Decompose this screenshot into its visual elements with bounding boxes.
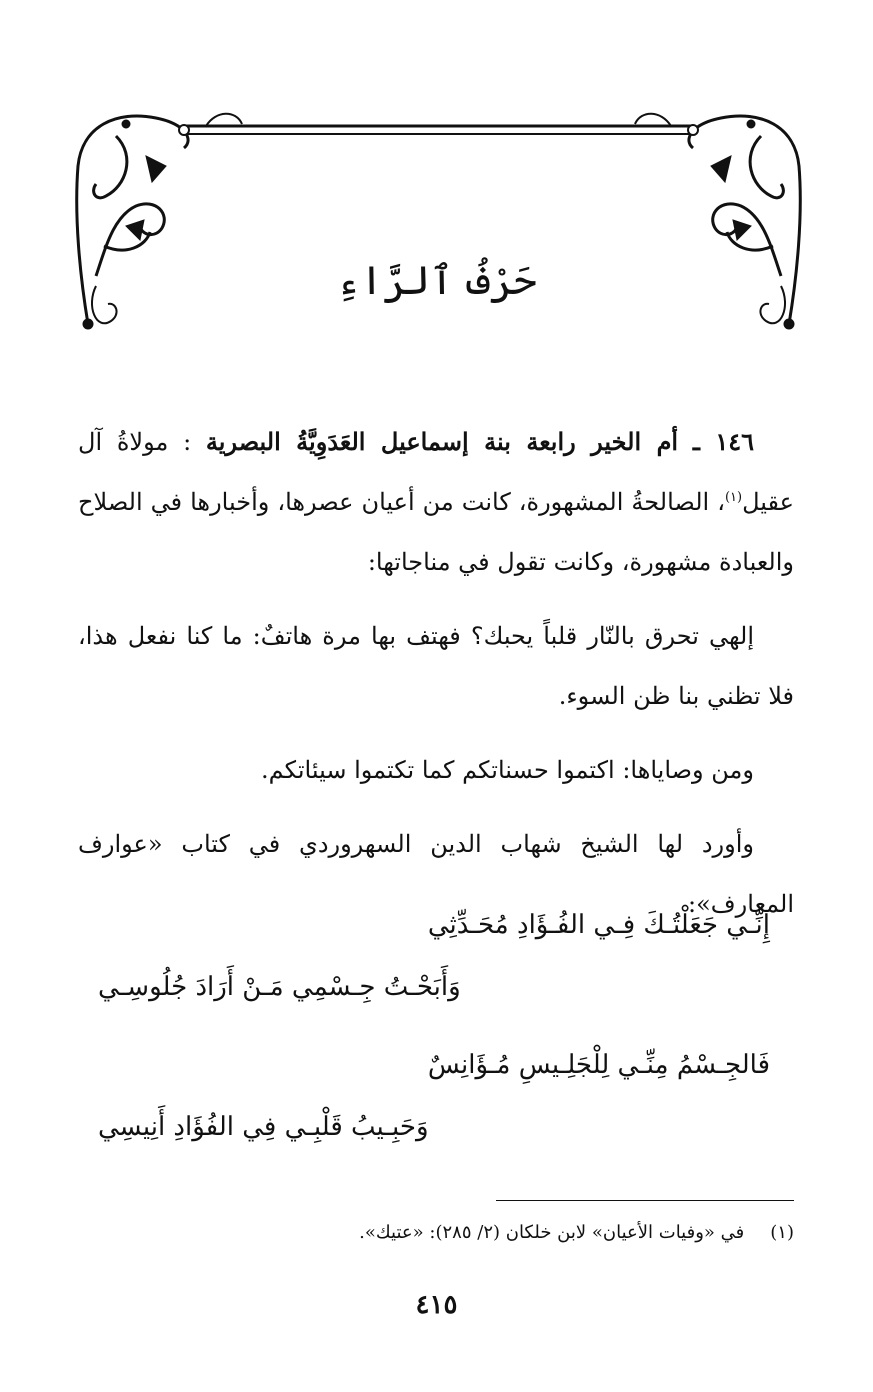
- footnote-text: في «وفيات الأعيان» لابن خلكان (٢/ ٢٨٥): «عتيك».: [359, 1222, 745, 1243]
- entry-paragraph-4: وأورد لها الشيخ شهاب الدين السهروردي في كتاب «عوارف المعارف»:: [78, 830, 794, 918]
- entry-name: أم الخير رابعة بنة إسماعيل العَدَوِيَّةُ البصرية: [205, 427, 679, 456]
- entry-intro-b: ، الصالحةُ المشهورة، كانت من أعيان عصرها، وأخبارها في الصلاح والعبادة مشهورة، وكانت تقول في مناجاتها:: [78, 488, 794, 576]
- poem-verse: [78, 1040, 794, 1180]
- footnote-separator: [496, 1200, 794, 1201]
- entry-paragraph-2: إلهي تحرق بالنّار قلباً يحبك؟ فهتف بها مرة هاتفٌ: ما كنا نفعل هذا، فلا تظني بنا ظن السوء.: [78, 622, 794, 710]
- verse-first-hemistich: فَالجِـسْمُ مِنِّـي لِلْجَلِـيسِ مُـؤَانِسٌ: [427, 1050, 770, 1080]
- verse-second-hemistich: وَأَبَحْـتُ جِـسْمِي مَـنْ أَرَادَ جُلُوسِـي: [98, 972, 461, 1002]
- chapter-title: حَرْفُ ٱلرَّاءِ: [336, 258, 537, 304]
- poem-verse: [78, 900, 794, 1040]
- entry-body: [78, 412, 794, 948]
- entry-intro-a: : مولاةُ آل عقيل: [78, 428, 794, 516]
- footnote-marker: (١): [770, 1222, 794, 1243]
- verse-first-hemistich: إِنِّـي جَعَلْتُـكَ فِـي الفُـؤَادِ مُحَـدِّثِي: [427, 910, 770, 940]
- page-number: ٤١٥: [415, 1290, 458, 1320]
- entry-paragraph-3: ومن وصاياها: اكتموا حسناتكم كما تكتموا سيئاتكم.: [261, 756, 754, 784]
- entry-paragraph-1: [78, 412, 794, 592]
- footnote-reference[interactable]: (١): [724, 490, 743, 505]
- entry-number: ١٤٦ ـ: [692, 427, 755, 456]
- poem: [78, 900, 794, 1180]
- verse-second-hemistich: وَحَبِـيبُ قَلْبِـي فِي الفُؤَادِ أَنِيسِي: [98, 1112, 429, 1142]
- footnote: [78, 1222, 794, 1243]
- ornamental-header-frame: [66, 96, 811, 346]
